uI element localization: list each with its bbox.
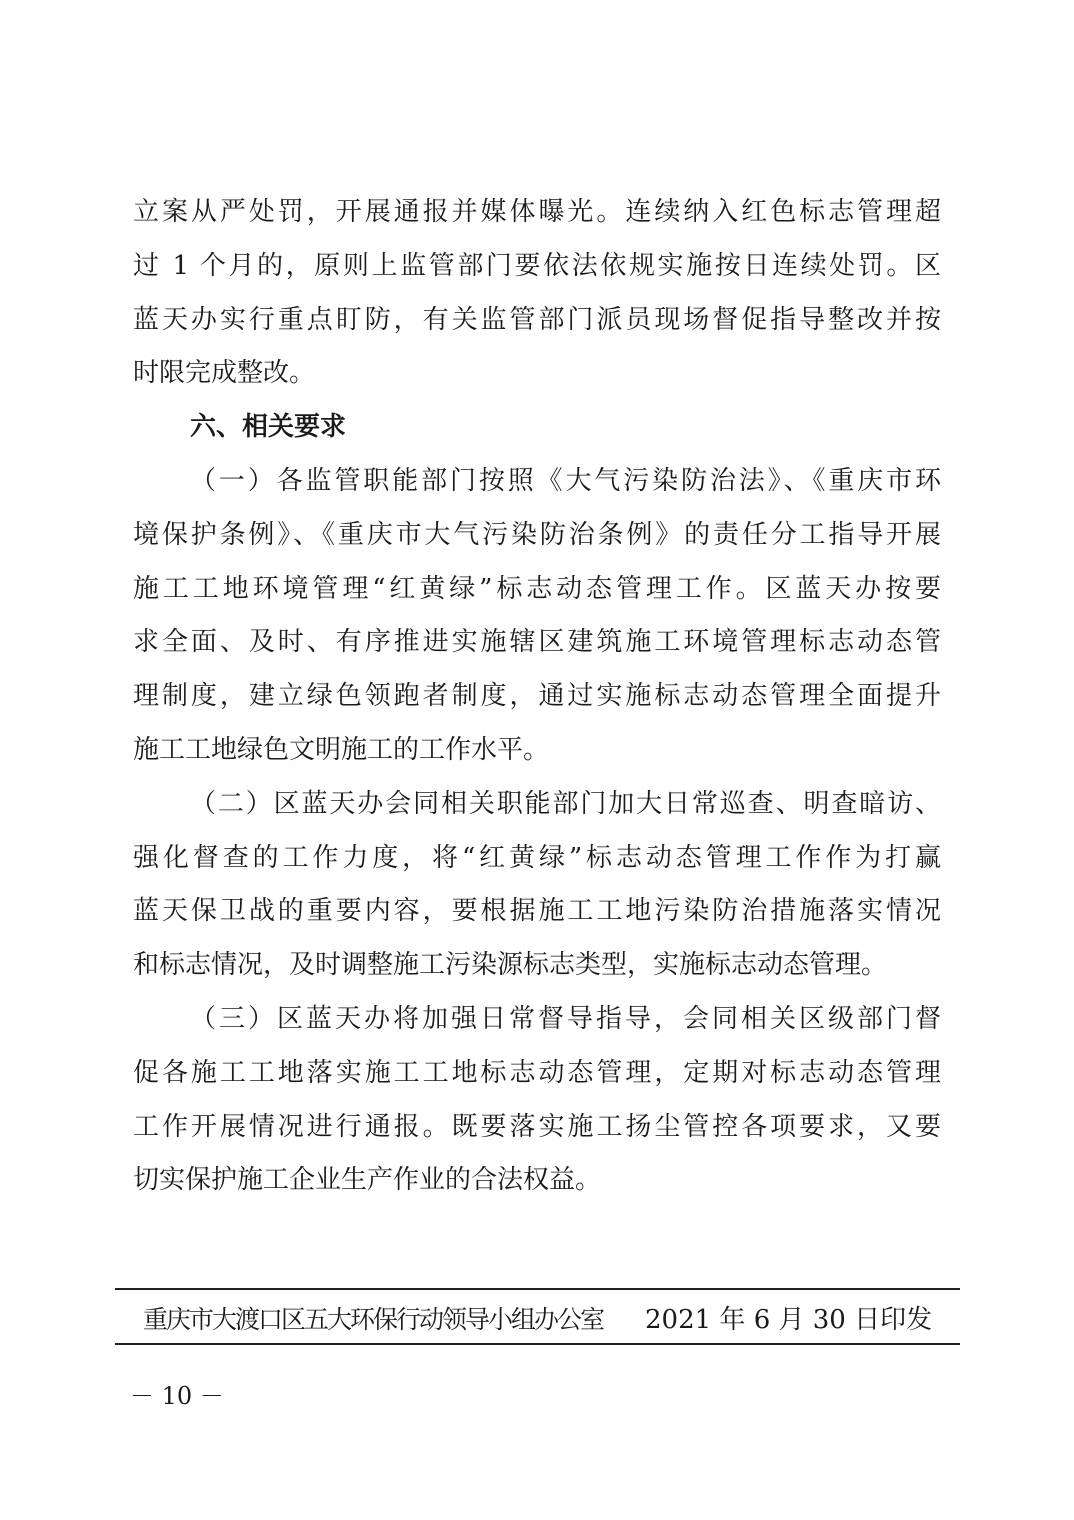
text-line: （一）各监管职能部门按照《大气污染防治法》、《重庆市环 bbox=[190, 465, 941, 496]
text-line: 施工工地绿色文明施工的工作水平。 bbox=[133, 734, 550, 765]
text-line: 时限完成整改。 bbox=[133, 358, 316, 389]
footer-issuer: 重庆市大渡口区五大环保行动领导小组办公室 bbox=[143, 1305, 604, 1334]
document-body bbox=[133, 186, 941, 1208]
text-line: （三）区蓝天办将加强日常督导指导，会同相关区级部门督 bbox=[190, 1003, 941, 1034]
text-line: 蓝天办实行重点盯防，有关监管部门派员现场督促指导整改并按 bbox=[133, 304, 941, 335]
text-line: （二）区蓝天办会同相关职能部门加大日常巡查、明查暗访、 bbox=[190, 788, 941, 819]
text-line: 促各施工工地落实施工工地标志动态管理，定期对标志动态管理 bbox=[133, 1057, 941, 1088]
text-line: 六、相关要求 bbox=[190, 412, 347, 443]
paragraph bbox=[133, 186, 941, 401]
page-number: － 10 － bbox=[130, 1382, 224, 1410]
paragraph bbox=[133, 455, 941, 778]
text-line: 施工工地环境管理“红黄绿”标志动态管理工作。区蓝天办按要 bbox=[133, 573, 941, 604]
footer-top-rule bbox=[115, 1288, 960, 1290]
paragraph bbox=[133, 778, 941, 993]
footer-date: 2021 年 6 月 30 日印发 bbox=[645, 1305, 933, 1335]
text-line: 和标志情况，及时调整施工污染源标志类型，实施标志动态管理。 bbox=[133, 950, 888, 981]
text-line: 蓝天保卫战的重要内容，要根据施工工地污染防治措施落实情况 bbox=[133, 896, 941, 927]
section-heading bbox=[133, 401, 941, 455]
text-line: 求全面、及时、有序推进实施辖区建筑施工环境管理标志动态管 bbox=[133, 627, 941, 658]
text-line: 境保护条例》、《重庆市大气污染防治条例》的责任分工指导开展 bbox=[133, 519, 941, 550]
text-line: 工作开展情况进行通报。既要落实施工扬尘管控各项要求，又要 bbox=[133, 1111, 941, 1142]
text-line: 立案从严处罚，开展通报并媒体曝光。连续纳入红色标志管理超 bbox=[133, 197, 941, 227]
text-line: 过 1 个月的，原则上监管部门要依法依规实施按日连续处罚。区 bbox=[133, 250, 941, 281]
text-line: 切实保护施工企业生产作业的合法权益。 bbox=[133, 1165, 602, 1196]
paragraph bbox=[133, 993, 941, 1208]
text-line: 强化督查的工作力度，将“红黄绿”标志动态管理工作作为打赢 bbox=[133, 842, 941, 873]
text-line: 理制度，建立绿色领跑者制度，通过实施标志动态管理全面提升 bbox=[133, 681, 941, 712]
footer-bottom-rule bbox=[115, 1343, 960, 1345]
